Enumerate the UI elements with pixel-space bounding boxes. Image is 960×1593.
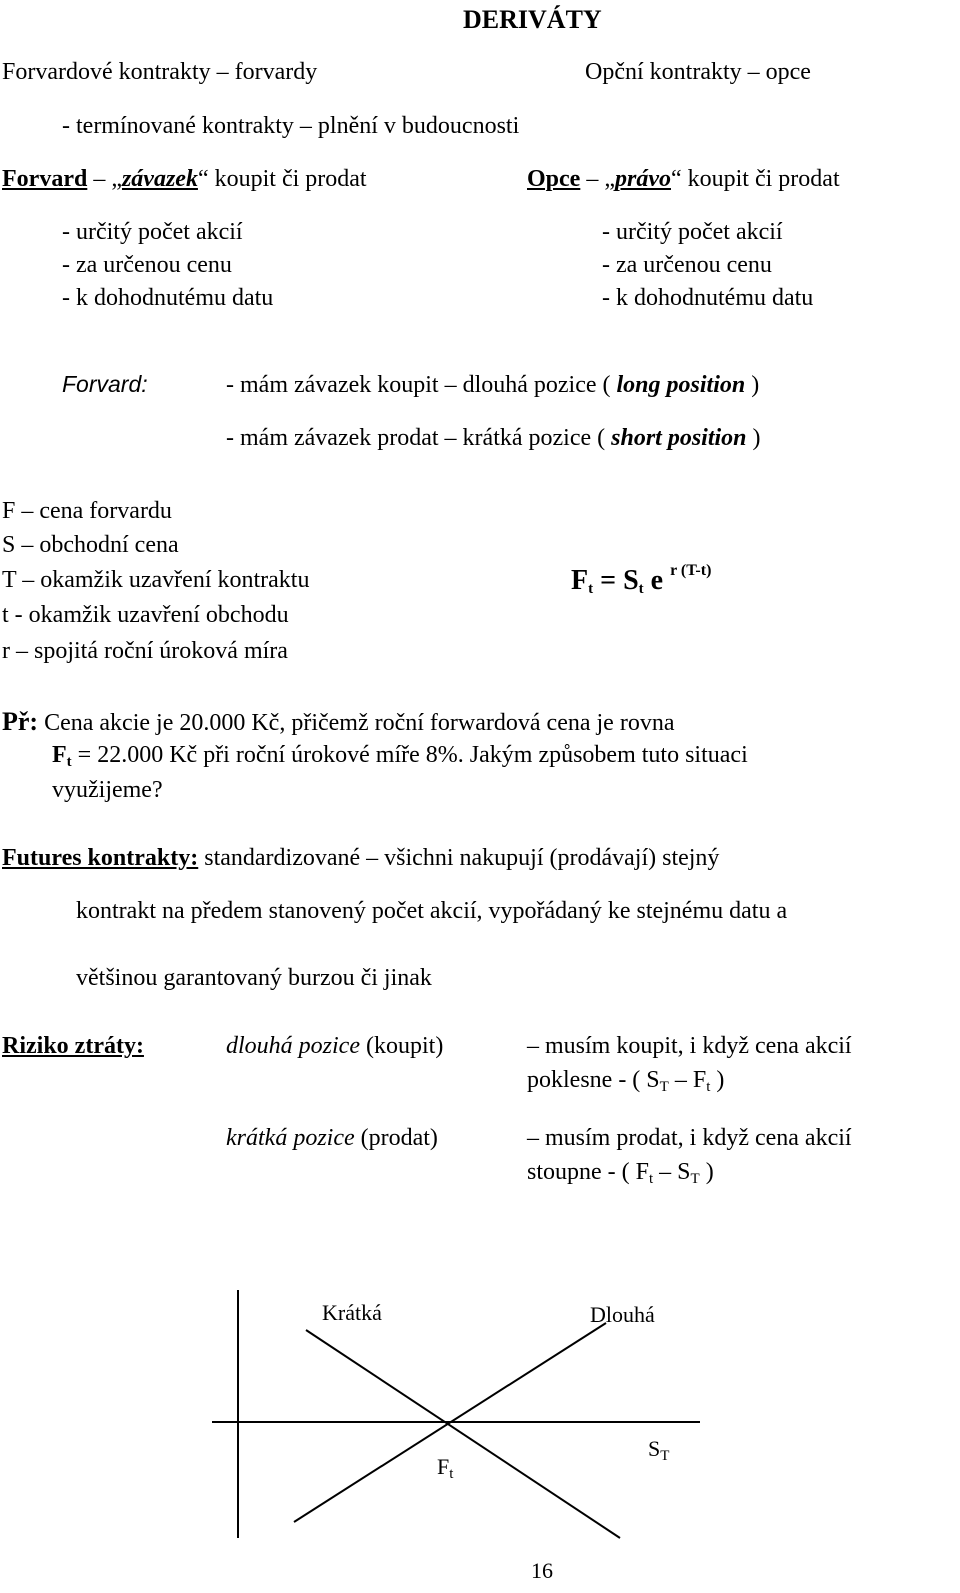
example-F-sub: t: [66, 754, 72, 770]
option-point: - k dohodnutému datu: [602, 285, 814, 311]
diagram-label-long: Dlouhá: [590, 1302, 655, 1327]
risk-short-desc-c: ): [699, 1159, 714, 1185]
formula-lhs: F: [571, 565, 589, 596]
diagram-S-sub: T: [660, 1448, 670, 1464]
risk-long-sub-2: t: [706, 1079, 711, 1095]
risk-short-desc-1: – musím prodat, i když cena akcií: [527, 1125, 852, 1151]
formula-s-sub: t: [638, 581, 644, 597]
example-text-2: = 22.000 Kč při roční úrokové míře 8%. Jakým způsobem tuto situaci: [71, 742, 748, 768]
short-position-suffix: ): [746, 425, 761, 451]
forward-point: - určitý počet akcií: [62, 219, 243, 245]
formula-eq: = S: [593, 565, 639, 596]
risk-short-sub-1: t: [649, 1171, 654, 1187]
option-rest: “ koupit či prodat: [670, 166, 840, 192]
risk-long-italic: dlouhá pozice: [226, 1033, 360, 1059]
risk-long-desc-a: poklesne - ( S: [527, 1067, 660, 1093]
risk-short-desc-b: – S: [653, 1159, 691, 1185]
header-options: Opční kontrakty – opce: [585, 59, 811, 85]
option-term: Opce: [527, 166, 581, 192]
short-position-text: - mám závazek prodat – krátká pozice (: [226, 425, 612, 451]
formula-exponent: r (T-t): [670, 562, 712, 579]
example-line-3: využijeme?: [52, 777, 163, 803]
legend-item: F – cena forvardu: [2, 498, 172, 524]
example-F: F: [52, 742, 67, 768]
risk-long-desc-1: – musím koupit, i když cena akcií: [527, 1033, 852, 1059]
common-note: - termínované kontrakty – plnění v budoucnosti: [62, 113, 520, 139]
option-dash: – „: [580, 166, 615, 192]
forward-term: Forvard: [2, 166, 88, 192]
diagram-label-forward-price: [437, 1454, 453, 1480]
diagram-label-short: Krátká: [322, 1300, 382, 1325]
risk-long-sub-1: T: [659, 1079, 669, 1095]
forward-point: - za určenou cenu: [62, 252, 232, 278]
legend-item: t - okamžik uzavření obchodu: [2, 602, 289, 628]
diagram-F-sub: t: [449, 1466, 454, 1482]
risk-label: Riziko ztráty:: [2, 1033, 144, 1059]
futures-label: Futures kontrakty:: [2, 845, 199, 871]
risk-long-desc-b: – F: [668, 1067, 707, 1093]
futures-line-3: většinou garantovaný burzou či jinak: [76, 965, 432, 991]
long-position-text: - mám závazek koupit – dlouhá pozice (: [226, 372, 617, 398]
forward-dash: – „: [87, 166, 122, 192]
example-text-1: Cena akcie je 20.000 Kč, přičemž roční forwardová cena je rovna: [38, 710, 675, 736]
formula-e: e: [643, 565, 671, 596]
forward-positions-label: Forvard:: [62, 371, 148, 397]
forward-word: závazek: [121, 166, 198, 192]
risk-short-desc-a: stoupne - ( F: [527, 1159, 649, 1185]
short-position-line: [306, 1330, 620, 1538]
futures-line-2: kontrakt na předem stanovený počet akcií, vypořádaný ke stejnému datu a: [76, 898, 788, 924]
short-position-en: short position: [611, 425, 747, 451]
long-position-suffix: ): [745, 372, 760, 398]
legend-item: T – okamžik uzavření kontraktu: [2, 567, 310, 593]
risk-short-sub-2: T: [690, 1171, 700, 1187]
risk-short-italic: krátká pozice: [226, 1125, 355, 1151]
forward-point: - k dohodnutému datu: [62, 285, 274, 311]
futures-text-1: standardizované – všichni nakupují (prodávají) stejný: [198, 845, 720, 871]
option-point: - za určenou cenu: [602, 252, 772, 278]
option-word: právo: [614, 166, 671, 192]
legend-item: r – spojitá roční úroková míra: [2, 638, 288, 664]
legend-item: S – obchodní cena: [2, 532, 179, 558]
diagram-S: S: [648, 1436, 661, 1461]
forward-rest: “ koupit či prodat: [197, 166, 367, 192]
risk-short-paren: (prodat): [354, 1125, 438, 1151]
long-position-en: long position: [616, 372, 746, 398]
example-label: Př:: [2, 707, 39, 736]
option-point: - určitý počet akcií: [602, 219, 783, 245]
page-number: 16: [531, 1558, 553, 1583]
header-forwards: Forvardové kontrakty – forvardy: [2, 59, 318, 85]
diagram-label-spot-price: [648, 1436, 669, 1462]
formula-lhs-sub: t: [588, 581, 594, 597]
page-title: DERIVÁTY: [463, 5, 602, 34]
risk-long-paren: (koupit): [359, 1033, 444, 1059]
diagram-F: F: [437, 1454, 450, 1479]
risk-long-desc-c: ): [710, 1067, 725, 1093]
